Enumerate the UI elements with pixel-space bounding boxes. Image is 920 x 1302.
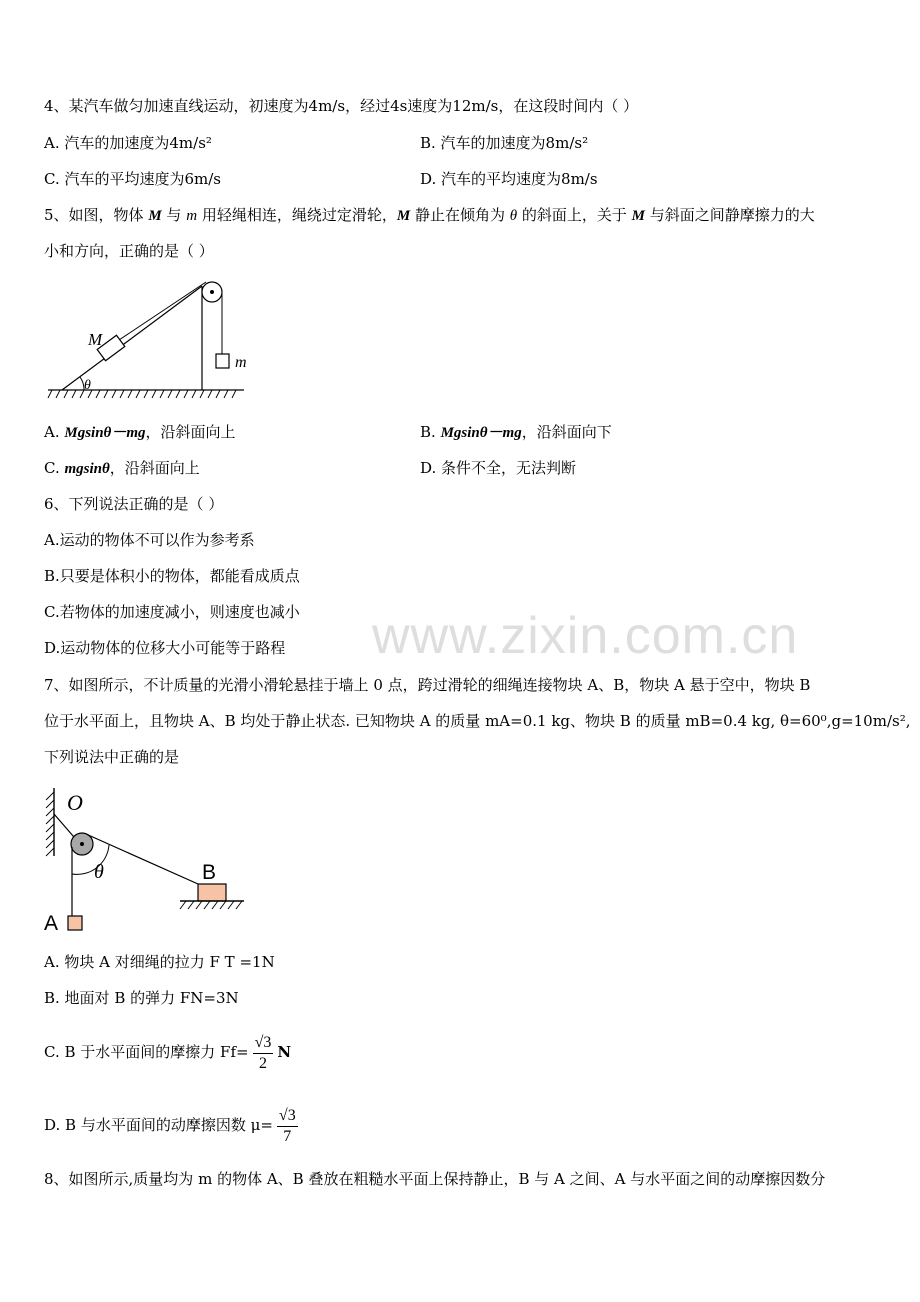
watermark: www.zixin.com.cn [372,607,799,665]
q5-incline-figure [44,272,264,407]
q7-option-b[interactable]: B. 地面对 B 的弹力 FN=3N [44,989,239,1007]
q6-stem: 6、下列说法正确的是（ ） [44,495,224,513]
q5-option-c[interactable]: C. mgsinθ，沿斜面向上 [44,459,200,477]
q6-option-d[interactable]: D.运动物体的位移大小可能等于路程 [44,639,286,657]
q5-option-b[interactable]: B. Mgsinθ－mg，沿斜面向下 [420,423,612,441]
q7-option-c[interactable]: C. B 于水平面间的摩擦力 Ff= $\frac{√3}{2}$ N [44,1033,292,1072]
q5-label-M: M [88,330,103,349]
q5-option-a[interactable]: A. Mgsinθ－mg，沿斜面向上 [44,423,236,441]
q4-option-c[interactable]: C. 汽车的平均速度为6m/s [44,170,221,188]
q7-label-O: O [67,790,83,815]
q6-option-a[interactable]: A.运动的物体不可以作为参考系 [44,531,255,549]
q7-label-B: B [202,861,217,884]
q4-option-b[interactable]: B. 汽车的加速度为8m/s² [420,134,589,152]
q7-label-theta: θ [94,861,104,883]
q7-d-fraction: $\frac{√3}{7}$ [278,1106,296,1145]
q6-option-b[interactable]: B.只要是体积小的物体，都能看成质点 [44,567,300,585]
q7-stem-line2: 位于水平面上，且物块 A、B 均处于静止状态. 已知物块 A 的质量 mA=0.1 kg、物块 B 的质量 mB=0.4 kg, θ=60⁰,g=10m/s², [44,712,911,730]
q5-label-m: m [235,354,247,371]
q7-stem-line3: 下列说法中正确的是 [44,748,180,766]
q7-stem-line1: 7、如图所示，不计质量的光滑小滑轮悬挂于墙上 0 点，跨过滑轮的细绳连接物块 A、B，物块 A 悬于空中，物块 B [44,676,811,694]
q5-stem-line1: 5、如图，物体 M 与 m 用轻绳相连，绳绕过定滑轮，M 静止在倾角为 θ 的斜面上，关于 M 与斜面之间静摩擦力的大 [44,206,815,224]
q4-option-d[interactable]: D. 汽车的平均速度为8m/s [420,170,598,188]
q4-option-a[interactable]: A. 汽车的加速度为4m/s² [44,134,212,152]
q7-option-d[interactable]: D. B 与水平面间的动摩擦因数 μ= $\frac{√3}{7}$ [44,1106,296,1145]
q7-label-A: A [44,912,59,935]
q5-option-d[interactable]: D. 条件不全，无法判断 [420,459,577,477]
q6-option-c[interactable]: C.若物体的加速度减小，则速度也减小 [44,603,300,621]
q7-c-fraction: $\frac{√3}{2}$ [254,1033,272,1072]
q7-option-a[interactable]: A. 物块 A 对细绳的拉力 F T =1N [44,953,275,971]
q7-pulley-figure [40,784,260,936]
q4-stem: 4、某汽车做匀加速直线运动，初速度为4m/s，经过4s速度为12m/s，在这段时间内（ ） [44,97,639,115]
q5-label-theta: θ [84,378,91,393]
q8-stem: 8、如图所示,质量均为 m 的物体 A、B 叠放在粗糙水平面上保持静止，B 与 A 之间、A 与水平面之间的动摩擦因数分 [44,1170,826,1188]
q5-stem-line2: 小和方向，正确的是（ ） [44,242,214,260]
